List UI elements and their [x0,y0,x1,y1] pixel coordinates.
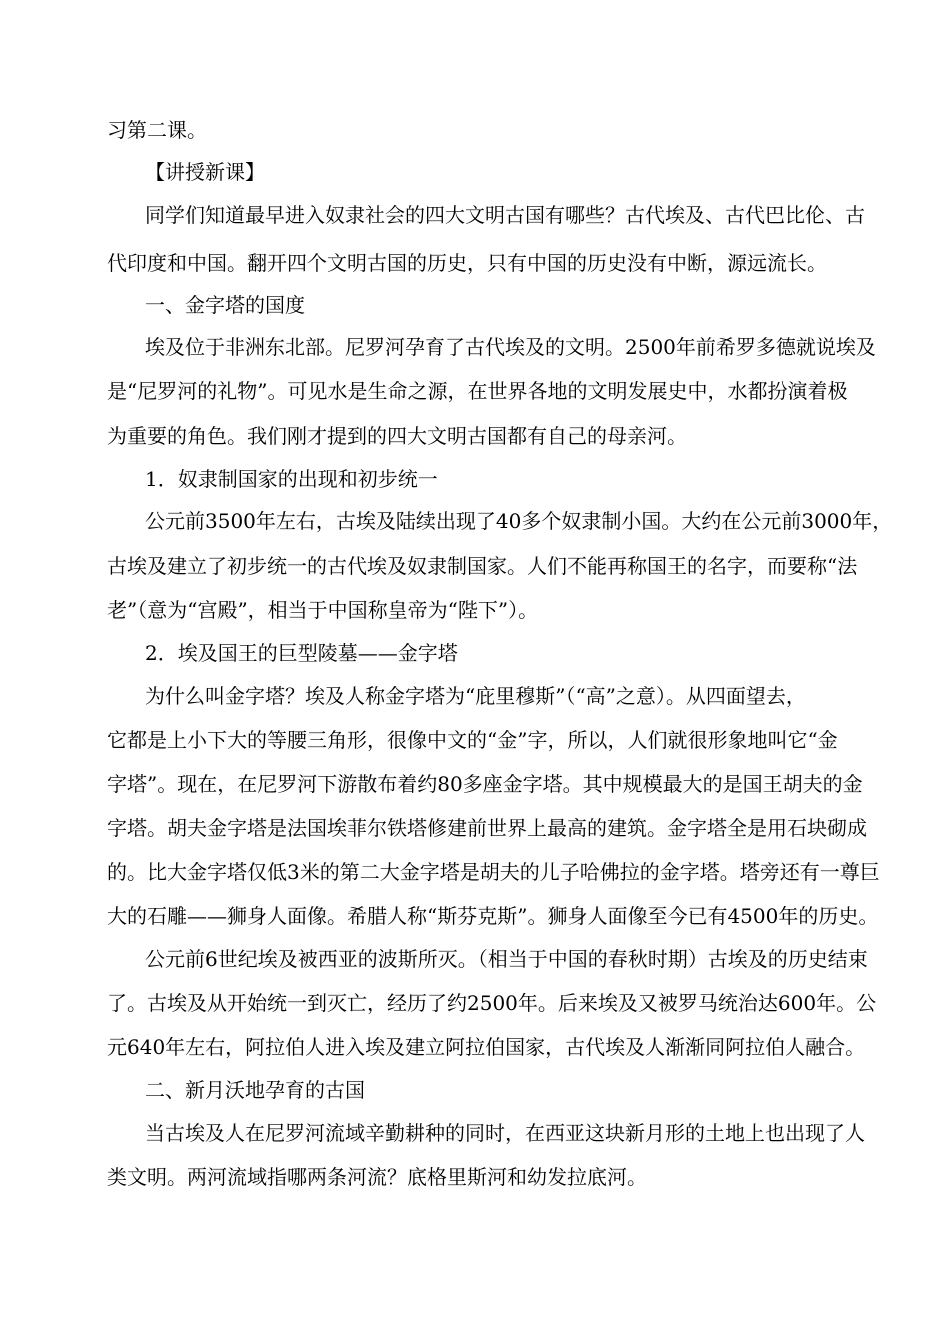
text-line-17: 字塔。胡夫金字塔是法国埃菲尔铁塔修建前世界上最高的建筑。金字塔全是用石块砌成 [107,816,867,840]
heading-giant-tomb: 2．埃及国王的巨型陵墓——金字塔 [145,641,458,665]
text-line-7: 是“尼罗河的礼物”。可见水是生命之源，在世界各地的文明发展史中，水都扮演着极 [107,379,848,403]
text-line-14: 为什么叫金字塔？埃及人称金字塔为“庇里穆斯”（“高”之意）。从四面望去， [145,684,806,708]
text-line-22: 元640年左右，阿拉伯人进入埃及建立阿拉伯国家，古代埃及人渐渐同阿拉伯人融合。 [107,1035,866,1059]
text-line-4: 代印度和中国。翻开四个文明古国的历史，只有中国的历史没有中断，源远流长。 [107,251,827,275]
text-line-24: 当古埃及人在尼罗河流域辛勤耕种的同时，在西亚这块新月形的土地上也出现了人 [145,1121,865,1145]
text-line-6: 埃及位于非洲东北部。尼罗河孕育了古代埃及的文明。2500年前希罗多德就说埃及 [145,335,876,359]
text-line-12: 老”（意为“宫殿”，相当于中国称皇帝为“陛下”）。 [107,598,539,622]
section-heading-new-lesson: 【讲授新课】 [145,160,265,184]
text-line-20: 公元前6世纪埃及被西亚的波斯所灭。（相当于中国的春秋时期）古埃及的历史结束 [145,947,868,971]
heading-fertile-crescent: 二、新月沃地孕育的古国 [145,1078,365,1102]
text-line-10: 公元前3500年左右，古埃及陆续出现了40多个奴隶制小国。大约在公元前3000年， [145,509,893,533]
text-line-8: 为重要的角色。我们刚才提到的四大文明古国都有自己的母亲河。 [107,424,687,448]
text-line-21: 了。古埃及从开始统一到灭亡，经历了约2500年。后来埃及又被罗马统治达600年。公 [107,991,877,1015]
text-line-3: 同学们知道最早进入奴隶社会的四大文明古国有哪些？古代埃及、古代巴比伦、古 [145,203,865,227]
heading-slave-state: 1．奴隶制国家的出现和初步统一 [145,467,438,491]
text-line-11: 古埃及建立了初步统一的古代埃及奴隶制国家。人们不能再称国王的名字，而要称“法 [107,554,858,578]
text-line-16: 字塔”。现在，在尼罗河下游散布着约80多座金字塔。其中规模最大的是国王胡夫的金 [107,772,863,796]
text-line-19: 大的石雕——狮身人面像。希腊人称“斯芬克斯”。狮身人面像至今已有4500年的历史。 [107,904,879,928]
text-line-25: 类文明。两河流域指哪两条河流？底格里斯河和幼发拉底河。 [107,1165,647,1189]
text-line-18: 的。比大金字塔仅低3米的第二大金字塔是胡夫的儿子哈佛拉的金字塔。塔旁还有一尊巨 [107,860,880,884]
heading-pyramid-country: 一、金字塔的国度 [145,293,305,317]
text-line-1: 习第二课。 [107,118,207,142]
text-line-15: 它都是上小下大的等腰三角形，很像中文的“金”字，所以，人们就很形象地叫它“金 [107,728,838,752]
